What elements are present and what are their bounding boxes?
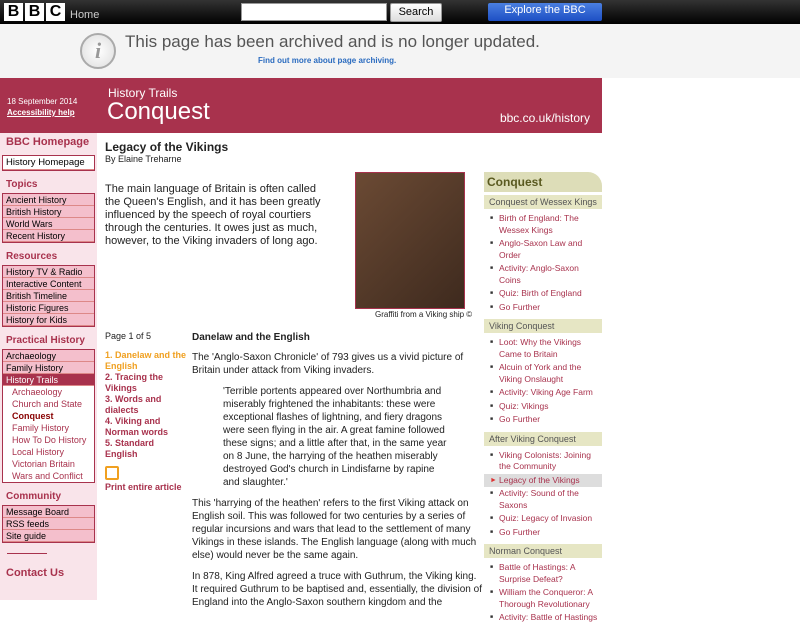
nav-interactive[interactable]: Interactive Content (3, 278, 94, 290)
paragraph: This 'harrying of the heathen' refers to the first Viking attack on English soil. This was followed for two centuries by a series of regular incursions and wars that lead to the settlement of many Vikings in these islands. The English language (along with much else) would never be the same again. (192, 498, 477, 561)
trail-local-history[interactable]: Local History (3, 446, 94, 458)
page-link-3[interactable]: 3. Words and dialects (105, 394, 162, 415)
conquest-heading: Conquest (484, 172, 602, 192)
nav-section-title: Conquest of Wessex Kings (484, 195, 602, 209)
paragraph: In 878, King Alfred agreed a truce with Guthrum, the Viking king. It required Guthrum to be baptised and, essentially, the division of England into the Anglo-Saxon southern kingdom and the (192, 571, 482, 608)
nav-link[interactable]: ■ Quiz: Legacy of Invasion (484, 512, 602, 526)
article-title: Legacy of the Vikings (105, 140, 229, 154)
nav-recent-history[interactable]: Recent History (3, 230, 94, 242)
nav-link[interactable]: ■ Viking Colonists: Joining the Community (484, 449, 602, 474)
nav-section-title: Norman Conquest (484, 544, 602, 558)
nav-link[interactable]: ■ Activity: Anglo-Saxon Coins (484, 262, 602, 287)
nav-family-history[interactable]: Family History (3, 362, 94, 374)
intro: The main language of Britain is often called the Queen's English, and it has been greatly influenced by the speech of royal courtiers through the centuries. It owes just as much, however, to the Viking invaders of long ago. (105, 183, 321, 247)
nav-link[interactable]: ■ Quiz: Birth of England (484, 287, 602, 301)
section-title: History Trails (108, 86, 178, 100)
nav-link[interactable]: ■ William the Conqueror: A Thorough Revolutionary (484, 586, 602, 611)
trail-how-to[interactable]: How To Do History (3, 434, 94, 446)
trail-victorian[interactable]: Victorian Britain (3, 458, 94, 470)
nav-link[interactable]: ■ Loot: Why the Vikings Came to Britain (484, 336, 602, 361)
home-link[interactable]: Home (70, 9, 100, 21)
nav-tv-radio[interactable]: History TV & Radio (3, 266, 94, 278)
nav-link[interactable]: ■ Alcuin of York and the Viking Onslaught (484, 361, 602, 386)
topics-heading: Topics (6, 179, 38, 190)
image-caption: Graffiti from a Viking ship © (375, 310, 473, 319)
nav-link[interactable]: ■ Birth of England: The Wessex Kings (484, 212, 602, 237)
nav-kids[interactable]: History for Kids (3, 314, 94, 326)
trail-family-history[interactable]: Family History (3, 422, 94, 434)
bbc-homepage-link[interactable]: BBC Homepage (6, 136, 90, 148)
nav-archaeology[interactable]: Archaeology (3, 350, 94, 362)
nav-link[interactable]: ■ Go Further (484, 526, 602, 540)
nav-link-current[interactable]: ► Legacy of the Vikings (484, 474, 602, 488)
nav-link[interactable]: ■ Activity: Viking Age Farm (484, 386, 602, 400)
nav-figures[interactable]: Historic Figures (3, 302, 94, 314)
logo-letter: B (4, 3, 23, 21)
nav-site-guide[interactable]: Site guide (3, 530, 94, 542)
community-heading: Community (6, 491, 61, 502)
date: 18 September 2014 (7, 97, 78, 106)
nav-message-board[interactable]: Message Board (3, 506, 94, 518)
page-link-1[interactable]: 1. Danelaw and the English (105, 350, 187, 371)
paragraph: The 'Anglo-Saxon Chronicle' of 793 gives us a vivid picture of Britain under attack from Viking invaders. (192, 352, 464, 376)
nav-british-history[interactable]: British History (3, 206, 94, 218)
history-homepage-link[interactable]: History Homepage (3, 156, 94, 170)
resources-heading: Resources (6, 251, 58, 262)
archive-info-link[interactable]: Find out more about page archiving. (258, 56, 397, 65)
page-link-4[interactable]: 4. Viking and Norman words (105, 416, 169, 437)
nav-world-wars[interactable]: World Wars (3, 218, 94, 230)
print-icon[interactable] (105, 466, 119, 480)
print-article-link[interactable]: Print entire article (105, 482, 182, 492)
trail-church-state[interactable]: Church and State (3, 398, 94, 410)
history-site-link[interactable]: bbc.co.uk/history (499, 111, 590, 125)
info-icon: i (80, 33, 116, 69)
logo-letter: B (25, 3, 44, 21)
nav-link[interactable]: ■ Go Further (484, 301, 602, 315)
viking-ship-graffiti-image (355, 172, 465, 309)
article-body (192, 331, 482, 617)
nav-link[interactable]: ■ Anglo-Saxon Law and Order (484, 237, 602, 262)
page-nav (105, 331, 187, 493)
conquest-nav (484, 172, 602, 627)
nav-section-title: Viking Conquest (484, 319, 602, 333)
nav-link[interactable]: ■ Go Further (484, 413, 602, 427)
nav-history-trails[interactable]: History Trails (3, 374, 94, 386)
nav-link[interactable]: ■ Battle of Hastings: A Surprise Defeat? (484, 561, 602, 586)
nav-link[interactable]: ■ Activity: Sound of the Saxons (484, 487, 602, 512)
bbc-topbar (0, 0, 800, 24)
archive-message: This page has been archived and is no longer updated. (125, 32, 540, 51)
nav-section-title: After Viking Conquest (484, 432, 602, 446)
page-link-5[interactable]: 5. Standard English (105, 438, 155, 459)
contact-link[interactable]: Contact Us (6, 567, 65, 579)
trail-archaeology[interactable]: Archaeology (3, 386, 94, 398)
page-indicator: Page 1 of 5 (105, 331, 152, 341)
nav-timeline[interactable]: British Timeline (3, 290, 94, 302)
byline: By Elaine Treharne (105, 154, 182, 164)
logo-letter: C (46, 3, 65, 21)
page-link-2[interactable]: 2. Tracing the Vikings (105, 372, 164, 393)
search-button[interactable]: Search (390, 3, 442, 22)
nav-link[interactable]: ■ Activity: Battle of Hastings (484, 611, 602, 625)
page-title: Conquest (107, 98, 210, 125)
quote: 'Terrible portents appeared over Northumbria and miserably frightened the inhabitants: these were exceptional flashes of lightning, and fiery dragons were seen flying in the air. A great famine followed these signs; and a little after that, in the same year on 8 June, the harrying of the heathen miserably destroyed God's church in Lindisfarne by rapine and slaughter.' (223, 386, 447, 488)
search-input[interactable] (241, 3, 387, 21)
sidebar (0, 133, 97, 600)
explore-bbc-button[interactable]: Explore the BBC (488, 3, 602, 21)
nav-link[interactable]: ■ Quiz: Vikings (484, 400, 602, 414)
page-header (0, 78, 602, 133)
accessibility-link[interactable]: Accessibility help (7, 108, 75, 117)
trail-wars[interactable]: Wars and Conflict (3, 470, 94, 482)
nav-ancient-history[interactable]: Ancient History (3, 194, 94, 206)
section-heading: Danelaw and the English (192, 332, 310, 343)
divider (7, 553, 47, 554)
trail-conquest[interactable]: Conquest (3, 410, 94, 422)
nav-rss[interactable]: RSS feeds (3, 518, 94, 530)
practical-heading: Practical History (6, 335, 85, 346)
article (105, 140, 482, 608)
bbc-logo[interactable] (4, 3, 65, 21)
